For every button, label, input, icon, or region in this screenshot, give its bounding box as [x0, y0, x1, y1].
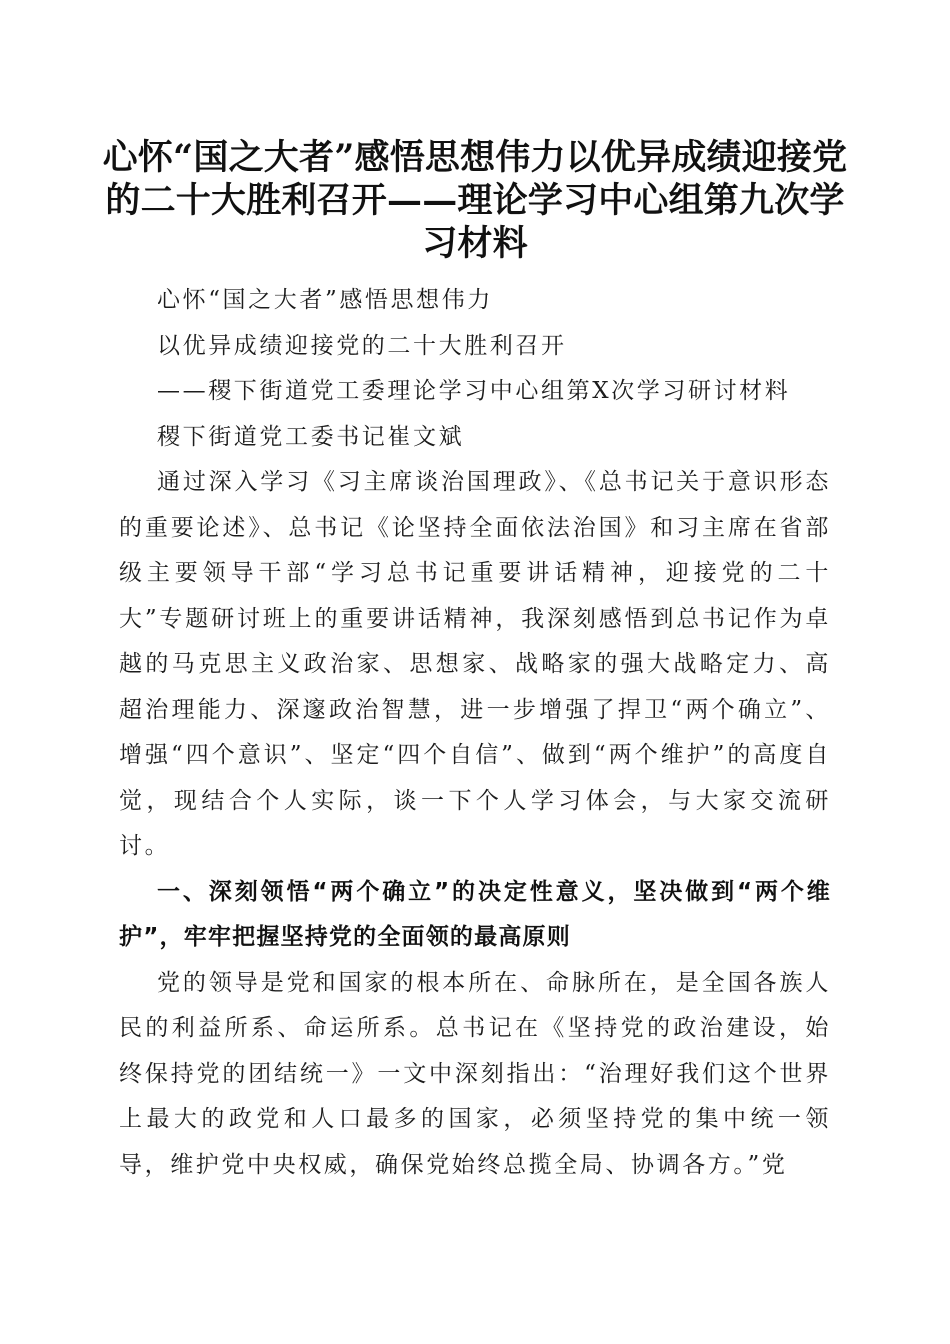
- intro-paragraph: 通过深入学习《习主席谈治国理政》、《总书记关于意识形态的重要论述》、总书记《论坚持全面依法治国》和习主席在省部级主要领导干部“学习总书记重要讲话精神，迎接党的二十大”专题研讨班上的重要讲话精神，我深刻感悟到总书记作为卓越的马克思主义政治家、思想家、战略家的强大战略定力、高超治理能力、深邃政治智慧，进一步增强了捍卫“两个确立”、增强“四个意识”、坚定“四个自信”、做到“两个维护”的高度自觉，现结合个人实际，谈一下个人学习体会，与大家交流研讨。: [119, 469, 831, 859]
- document-title: 心怀“国之大者”感悟思想伟力以优异成绩迎接党的二十大胜利召开——理论学习中心组第九次学习材料: [102, 137, 848, 264]
- subtitle-line-1: 心怀“国之大者”感悟思想伟力: [157, 287, 493, 313]
- section-1-heading: 一、深刻领悟“两个确立”的决定性意义，坚决做到“两个维护”，牢牢把握坚持党的全面领的最高原则: [119, 878, 831, 950]
- author-line: 稷下街道党工委书记崔文斌: [157, 423, 465, 450]
- section-1-paragraph: 党的领导是党和国家的根本所在、命脉所在，是全国各族人民的利益所系、命运所系。总书记在《坚持党的政治建设，始终保持党的团结统一》一文中深刻指出：“治理好我们这个世界上最大的政党和人口最多的国家，必须坚持党的集中统一领导，维护党中央权威，确保党始终总揽全局、协调各方。”党: [119, 969, 831, 1178]
- subtitle-line-3: ——稷下街道党工委理论学习中心组第X次学习研讨材料: [157, 378, 791, 404]
- document-body: [119, 278, 831, 1188]
- subtitle-line-2: 以优异成绩迎接党的二十大胜利召开: [157, 332, 567, 359]
